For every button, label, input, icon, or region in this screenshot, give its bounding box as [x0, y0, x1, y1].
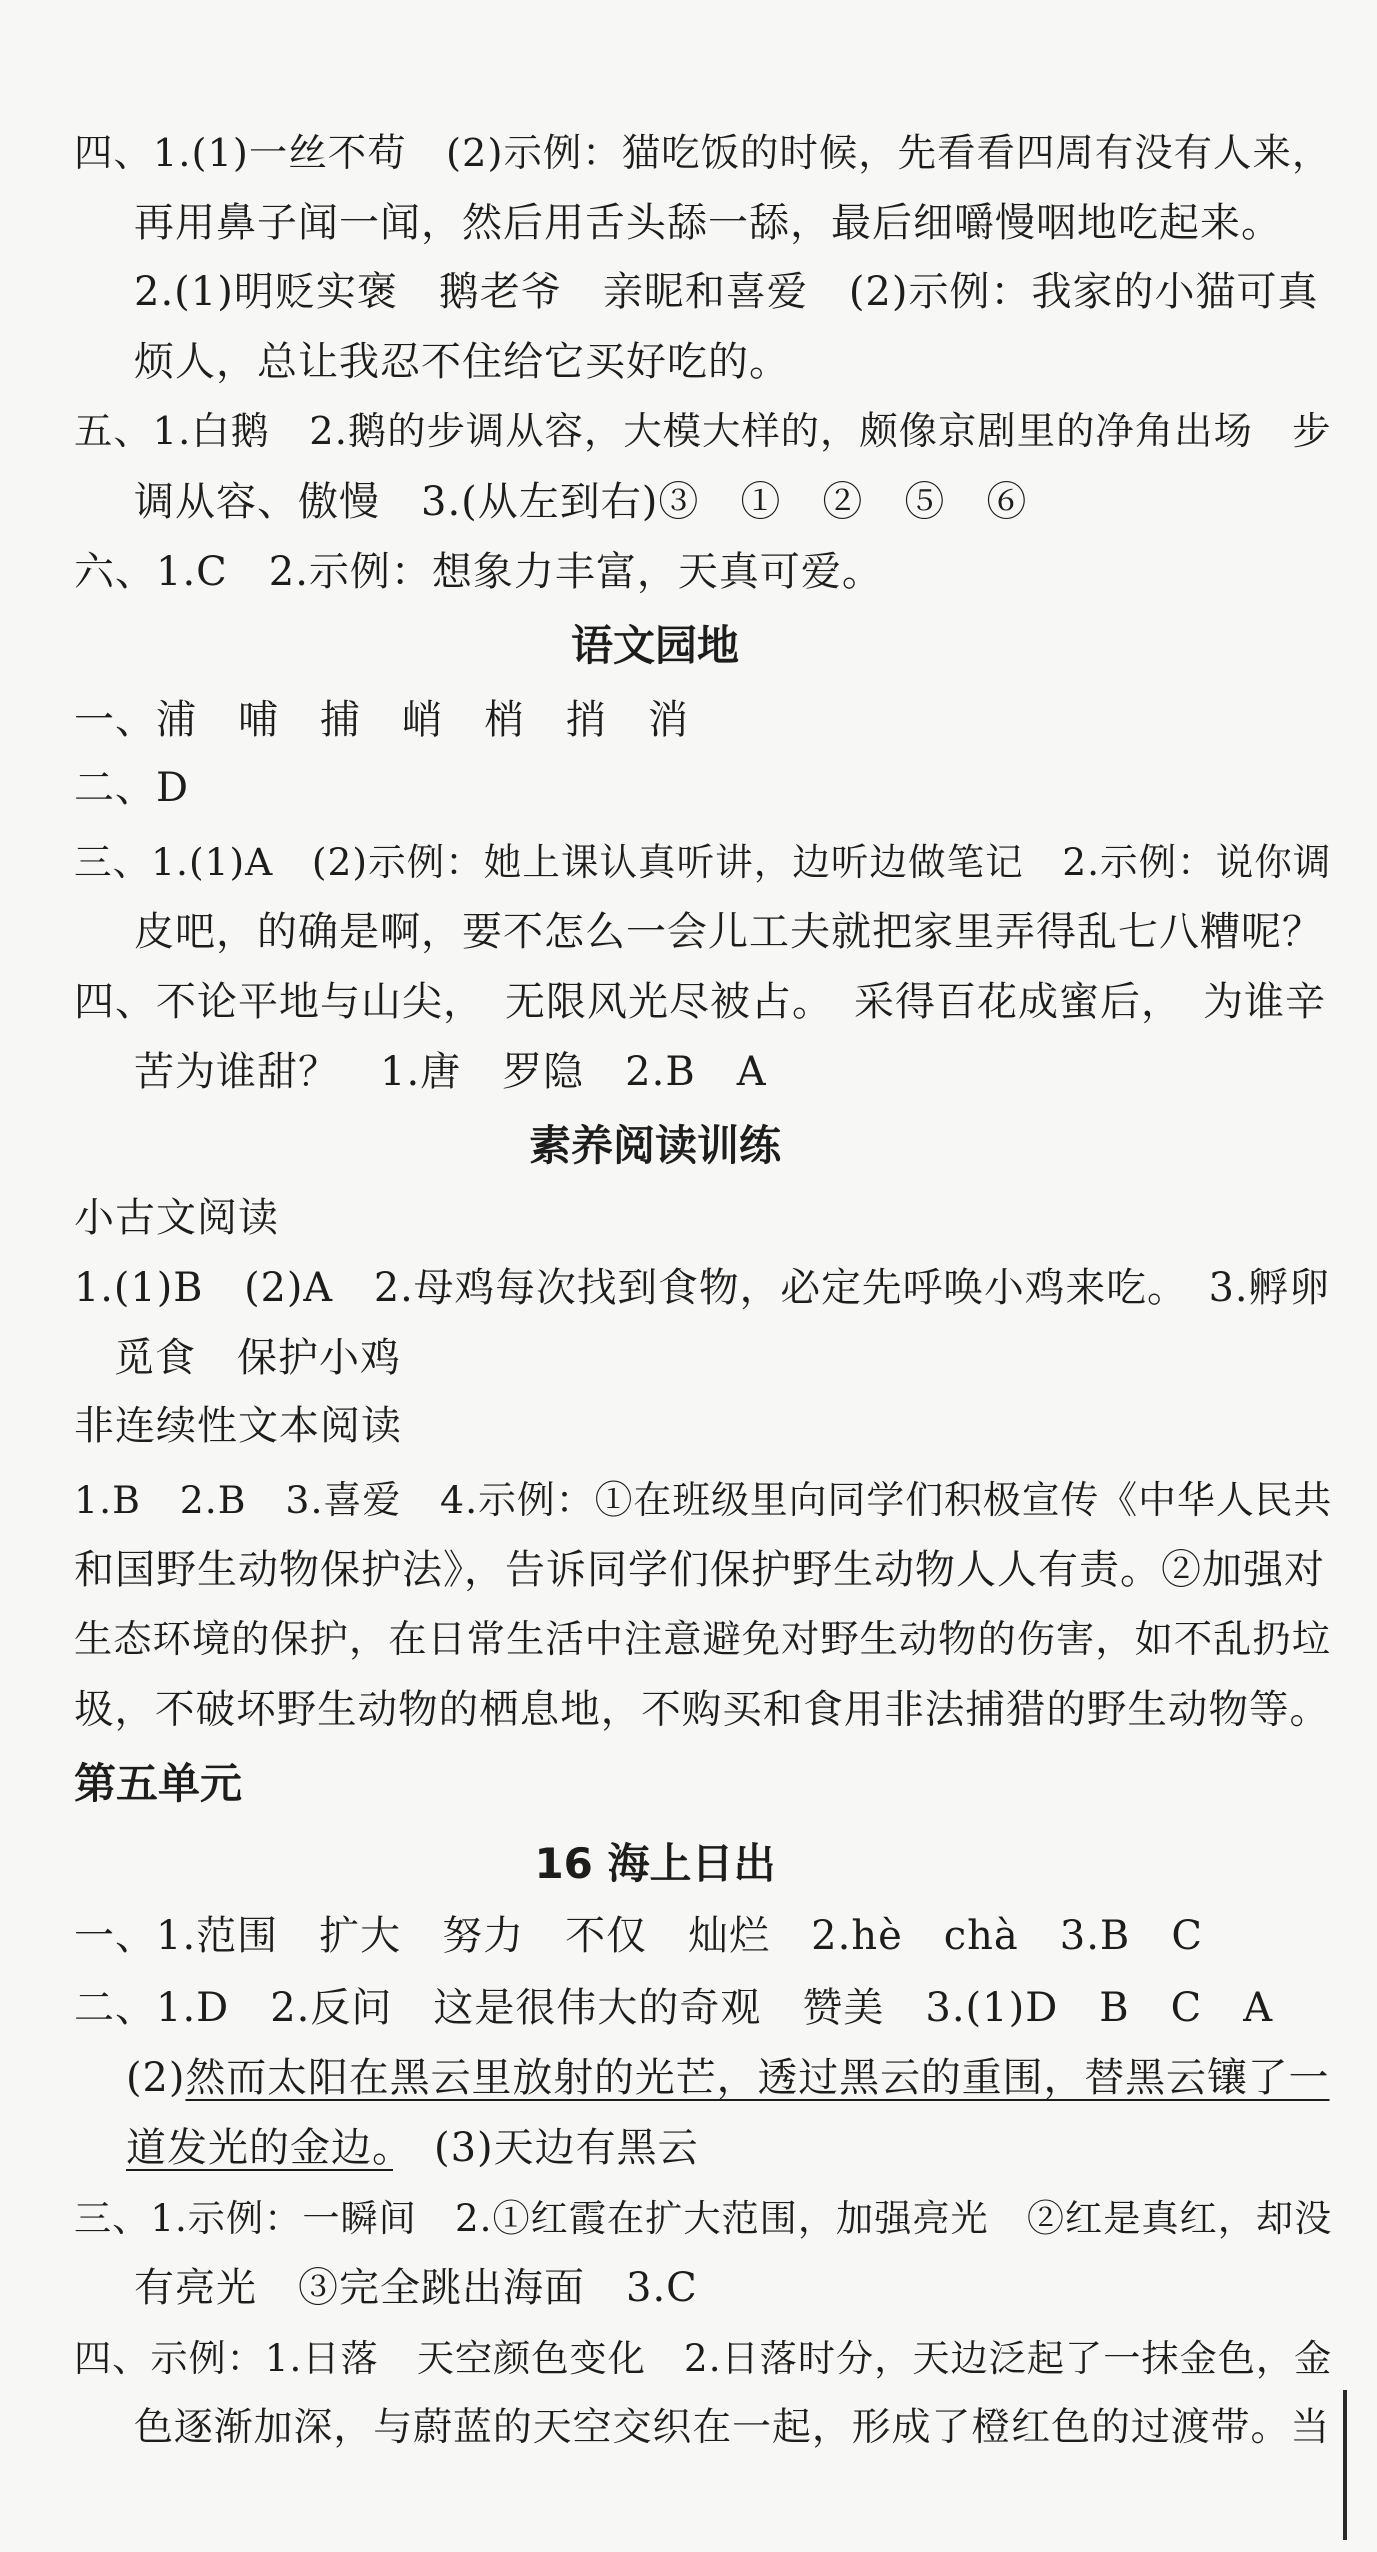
- text-line: [126, 2122, 699, 2174]
- text-line: 四、1.(1)一丝不苟 (2)示例：猫吃饭的时候，先看看四周有没有人来，: [74, 131, 1332, 176]
- text-line: 六、1.C 2.示例：想象力丰富，天真可爱。: [74, 549, 883, 595]
- unit-heading: 第五单元: [74, 1759, 243, 1808]
- text-line: 有亮光 ③完全跳出海面 3.C: [134, 2265, 698, 2311]
- section-heading: 素养阅读训练: [528, 1121, 781, 1170]
- text-line: 苦为谁甜？ 1.唐 罗隐 2.B A: [134, 1049, 767, 1095]
- section-heading: 语文园地: [570, 621, 739, 670]
- text-line: 三、1.示例：一瞬间 2.①红霞在扩大范围，加强亮光 ②红是真红，却没: [74, 2196, 1333, 2240]
- underlined-answer: 道发光的金边。: [126, 2125, 393, 2171]
- text-line: 三、1.(1)A (2)示例：她上课认真听讲，边听边做笔记 2.示例：说你调: [74, 840, 1332, 884]
- text-line: 再用鼻子闻一闻，然后用舌头舔一舔，最后细嚼慢咽地吃起来。: [134, 200, 1282, 246]
- answer-text: (3)天边有黑云: [393, 2125, 699, 2171]
- text-line: 四、不论平地与山尖， 无限风光尽被占。 采得百花成蜜后， 为谁辛: [74, 979, 1326, 1025]
- text-line: 四、示例：1.日落 天空颜色变化 2.日落时分，天边泛起了一抹金色，金: [74, 2336, 1333, 2380]
- page-edge-line: [1343, 2390, 1347, 2540]
- text-line: 二、1.D 2.反问 这是很伟大的奇观 赞美 3.(1)D B C A: [74, 1985, 1274, 2031]
- text-line: 圾，不破坏野生动物的栖息地，不购买和食用非法捕猎的野生动物等。: [74, 1687, 1330, 1733]
- text-line: 1.B 2.B 3.喜爱 4.示例：①在班级里向同学们积极宣传《中华人民共: [74, 1478, 1333, 1522]
- text-line: 二、D: [74, 765, 190, 811]
- text-line: 皮吧，的确是啊，要不怎么一会儿工夫就把家里弄得乱七八糟呢？: [134, 909, 1323, 955]
- subsection-label: 小古文阅读: [74, 1195, 279, 1241]
- underlined-answer: 然而太阳在黑云里放射的光芒，透过黑云的重围，替黑云镶了一: [185, 2055, 1330, 2101]
- subsection-label: 非连续性文本阅读: [74, 1403, 402, 1449]
- text-line: 和国野生动物保护法》，告诉同学们保护野生动物人人有责。②加强对: [74, 1547, 1325, 1593]
- text-line: 2.(1)明贬实褒 鹅老爷 亲昵和喜爱 (2)示例：我家的小猫可真: [134, 269, 1319, 315]
- text-line: 五、1.白鹅 2.鹅的步调从容，大模大样的，颇像京剧里的净角出场 步: [74, 409, 1332, 454]
- text-line: 一、1.范围 扩大 努力 不仅 灿烂 2.hè chà 3.B C: [74, 1913, 1203, 1959]
- text-line: 调从容、傲慢 3.(从左到右)③ ① ② ⑤ ⑥: [134, 479, 1028, 525]
- text-line: 色逐渐加深，与蔚蓝的天空交织在一起，形成了橙红色的过渡带。当: [134, 2405, 1331, 2450]
- lesson-title: 16 海上日出: [534, 1839, 776, 1888]
- text-line: 1.(1)B (2)A 2.母鸡每次找到食物，必定先呼唤小鸡来吃。 3.孵卵: [74, 1265, 1330, 1311]
- text-line: 一、浦 哺 捕 峭 梢 捎 消: [74, 697, 689, 743]
- text-line: [126, 2052, 1330, 2104]
- text-line: 烦人，总让我忍不住给它买好吃的。: [134, 339, 790, 385]
- text-line: 生态环境的保护，在日常生活中注意避免对野生动物的伤害，如不乱扔垃: [74, 1617, 1331, 1662]
- text-line: 觅食 保护小鸡: [114, 1335, 401, 1381]
- item-number: (2): [126, 2055, 186, 2101]
